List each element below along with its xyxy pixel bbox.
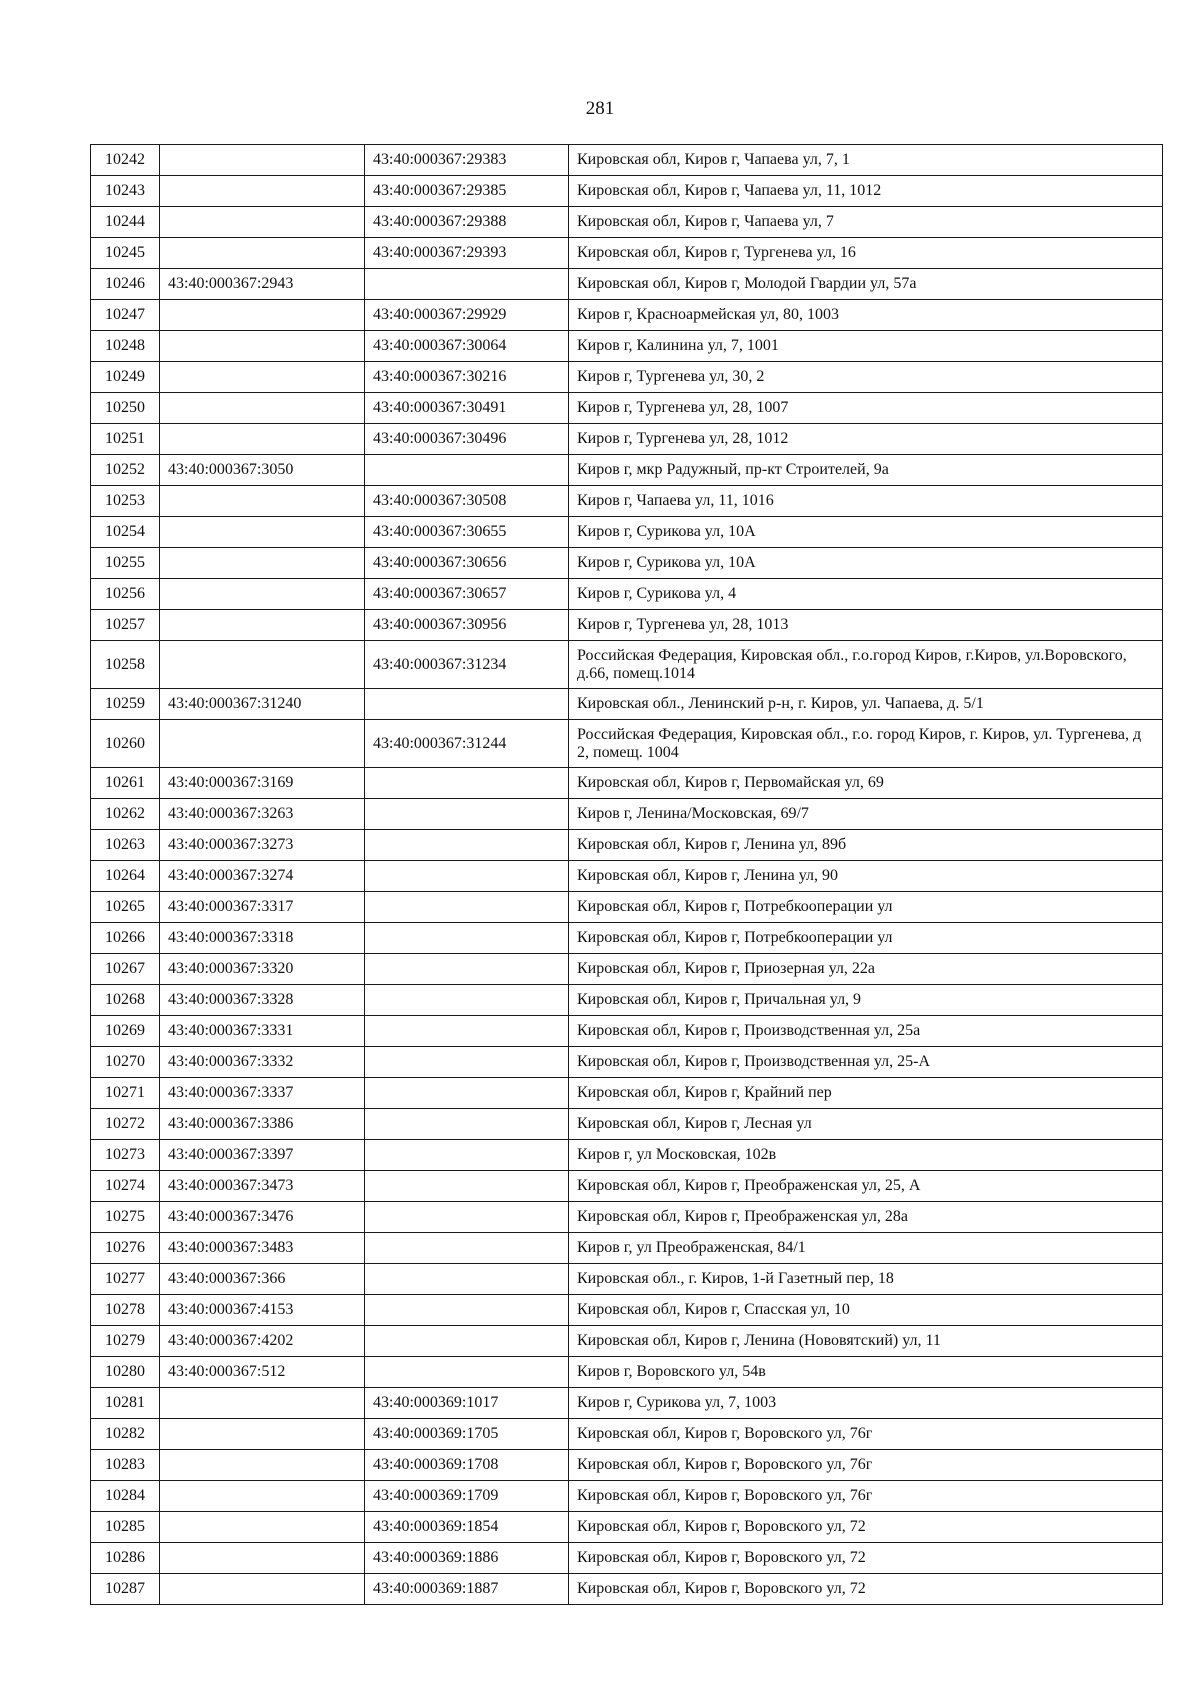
- row-number: 10261: [91, 768, 160, 799]
- address-cell: Кировская обл, Киров г, Причальная ул, 9: [569, 985, 1163, 1016]
- row-number: 10271: [91, 1078, 160, 1109]
- cadastral-number-b: 43:40:000367:29929: [365, 300, 569, 331]
- page-number: 281: [585, 98, 615, 119]
- address-cell: Киров г, Сурикова ул, 10А: [569, 548, 1163, 579]
- table-row: [91, 300, 1163, 331]
- cadastral-number-b: 43:40:000367:30496: [365, 424, 569, 455]
- table-row: [91, 548, 1163, 579]
- row-number: 10280: [91, 1357, 160, 1388]
- address-cell: Киров г, Тургенева ул, 28, 1012: [569, 424, 1163, 455]
- table-row: [91, 1047, 1163, 1078]
- row-number: 10283: [91, 1450, 160, 1481]
- table-row: [91, 830, 1163, 861]
- address-cell: Кировская обл, Киров г, Потребкооперации ул: [569, 892, 1163, 923]
- cadastral-number-a: 43:40:000367:3337: [160, 1078, 365, 1109]
- cadastral-number-b: [365, 985, 569, 1016]
- address-cell: Киров г, Калинина ул, 7, 1001: [569, 331, 1163, 362]
- cadastral-number-b: [365, 1047, 569, 1078]
- table-row: [91, 768, 1163, 799]
- table-row: [91, 331, 1163, 362]
- address-cell: Кировская обл, Киров г, Чапаева ул, 7: [569, 207, 1163, 238]
- address-cell: Киров г, мкр Радужный, пр-кт Строителей, 9а: [569, 455, 1163, 486]
- cadastral-number-b: 43:40:000367:29388: [365, 207, 569, 238]
- row-number: 10272: [91, 1109, 160, 1140]
- address-cell: Кировская обл, Киров г, Воровского ул, 72: [569, 1574, 1163, 1605]
- cadastral-number-a: [160, 1512, 365, 1543]
- cadastral-number-a: [160, 145, 365, 176]
- cadastral-number-a: [160, 720, 365, 768]
- address-cell: Кировская обл, Киров г, Воровского ул, 76г: [569, 1419, 1163, 1450]
- table-row: [91, 1264, 1163, 1295]
- cadastral-number-b: [365, 1326, 569, 1357]
- cadastral-number-a: [160, 331, 365, 362]
- cadastral-number-a: [160, 1388, 365, 1419]
- address-cell: Киров г, ул Преображенская, 84/1: [569, 1233, 1163, 1264]
- address-cell: Кировская обл, Киров г, Преображенская ул, 28а: [569, 1202, 1163, 1233]
- cadastral-number-b: [365, 1264, 569, 1295]
- cadastral-number-b: [365, 768, 569, 799]
- cadastral-number-a: 43:40:000367:3317: [160, 892, 365, 923]
- cadastral-number-a: [160, 1419, 365, 1450]
- table-row: [91, 1357, 1163, 1388]
- cadastral-number-a: [160, 362, 365, 393]
- row-number: 10242: [91, 145, 160, 176]
- row-number: 10253: [91, 486, 160, 517]
- row-number: 10266: [91, 923, 160, 954]
- cadastral-number-b: 43:40:000369:1017: [365, 1388, 569, 1419]
- address-cell: Кировская обл, Киров г, Воровского ул, 72: [569, 1543, 1163, 1574]
- address-cell: Киров г, Сурикова ул, 7, 1003: [569, 1388, 1163, 1419]
- cadastral-number-b: 43:40:000367:30064: [365, 331, 569, 362]
- address-cell: Кировская обл, Киров г, Производственная ул, 25а: [569, 1016, 1163, 1047]
- row-number: 10246: [91, 269, 160, 300]
- cadastral-number-b: 43:40:000367:29393: [365, 238, 569, 269]
- row-number: 10273: [91, 1140, 160, 1171]
- cadastral-number-a: 43:40:000367:4153: [160, 1295, 365, 1326]
- cadastral-number-a: [160, 1481, 365, 1512]
- cadastral-number-b: [365, 455, 569, 486]
- row-number: 10249: [91, 362, 160, 393]
- address-cell: Кировская обл, Киров г, Преображенская ул, 25, А: [569, 1171, 1163, 1202]
- cadastral-number-a: 43:40:000367:3473: [160, 1171, 365, 1202]
- table-row: [91, 1543, 1163, 1574]
- table-row: [91, 892, 1163, 923]
- cadastral-number-a: [160, 300, 365, 331]
- address-cell: Кировская обл, Киров г, Воровского ул, 76г: [569, 1481, 1163, 1512]
- table-row: [91, 1109, 1163, 1140]
- table-row: [91, 1326, 1163, 1357]
- cadastral-number-a: 43:40:000367:3320: [160, 954, 365, 985]
- cadastral-number-b: 43:40:000367:29385: [365, 176, 569, 207]
- cadastral-number-b: [365, 892, 569, 923]
- address-cell: Киров г, Тургенева ул, 28, 1007: [569, 393, 1163, 424]
- address-cell: Кировская обл, Киров г, Потребкооперации ул: [569, 923, 1163, 954]
- cadastral-number-b: [365, 1171, 569, 1202]
- row-number: 10263: [91, 830, 160, 861]
- address-cell: Российская Федерация, Кировская обл., г.о. город Киров, г. Киров, ул. Тургенева, д 2, помещ. 1004: [569, 720, 1163, 768]
- row-number: 10287: [91, 1574, 160, 1605]
- table-row: [91, 145, 1163, 176]
- table-row: [91, 1078, 1163, 1109]
- table-row: [91, 393, 1163, 424]
- table-row: [91, 1481, 1163, 1512]
- cadastral-number-a: [160, 517, 365, 548]
- cadastral-number-a: 43:40:000367:4202: [160, 1326, 365, 1357]
- cadastral-number-a: [160, 610, 365, 641]
- cadastral-number-a: 43:40:000367:3273: [160, 830, 365, 861]
- address-cell: Киров г, Красноармейская ул, 80, 1003: [569, 300, 1163, 331]
- address-cell: Киров г, Чапаева ул, 11, 1016: [569, 486, 1163, 517]
- cadastral-number-a: 43:40:000367:3318: [160, 923, 365, 954]
- row-number: 10250: [91, 393, 160, 424]
- table-row: [91, 1295, 1163, 1326]
- cadastral-number-a: 43:40:000367:3483: [160, 1233, 365, 1264]
- row-number: 10264: [91, 861, 160, 892]
- table-body: [91, 145, 1163, 1605]
- row-number: 10259: [91, 689, 160, 720]
- address-cell: Кировская обл, Киров г, Лесная ул: [569, 1109, 1163, 1140]
- address-cell: Кировская обл., Ленинский р-н, г. Киров, ул. Чапаева, д. 5/1: [569, 689, 1163, 720]
- cadastral-number-b: 43:40:000369:1708: [365, 1450, 569, 1481]
- row-number: 10243: [91, 176, 160, 207]
- table-row: [91, 176, 1163, 207]
- cadastral-number-b: 43:40:000369:1887: [365, 1574, 569, 1605]
- table-row: [91, 985, 1163, 1016]
- cadastral-number-b: [365, 954, 569, 985]
- address-cell: Кировская обл, Киров г, Воровского ул, 72: [569, 1512, 1163, 1543]
- cadastral-number-b: 43:40:000367:30956: [365, 610, 569, 641]
- row-number: 10260: [91, 720, 160, 768]
- row-number: 10255: [91, 548, 160, 579]
- address-cell: Кировская обл, Киров г, Чапаева ул, 7, 1: [569, 145, 1163, 176]
- row-number: 10274: [91, 1171, 160, 1202]
- table-row: [91, 1202, 1163, 1233]
- table-row: [91, 923, 1163, 954]
- row-number: 10268: [91, 985, 160, 1016]
- table-row: [91, 455, 1163, 486]
- address-cell: Киров г, Ленина/Московская, 69/7: [569, 799, 1163, 830]
- cadastral-number-a: [160, 548, 365, 579]
- cadastral-number-b: [365, 1016, 569, 1047]
- row-number: 10267: [91, 954, 160, 985]
- table-row: [91, 579, 1163, 610]
- cadastral-number-b: 43:40:000369:1886: [365, 1543, 569, 1574]
- row-number: 10284: [91, 1481, 160, 1512]
- cadastral-number-b: [365, 923, 569, 954]
- address-cell: Киров г, Тургенева ул, 28, 1013: [569, 610, 1163, 641]
- table-row: [91, 207, 1163, 238]
- cadastral-number-b: [365, 1233, 569, 1264]
- cadastral-number-a: [160, 1574, 365, 1605]
- row-number: 10248: [91, 331, 160, 362]
- cadastral-number-a: [160, 486, 365, 517]
- address-cell: Кировская обл, Киров г, Ленина ул, 90: [569, 861, 1163, 892]
- address-cell: Кировская обл, Киров г, Спасская ул, 10: [569, 1295, 1163, 1326]
- row-number: 10285: [91, 1512, 160, 1543]
- cadastral-number-a: 43:40:000367:3331: [160, 1016, 365, 1047]
- cadastral-number-b: 43:40:000367:31244: [365, 720, 569, 768]
- row-number: 10258: [91, 641, 160, 689]
- table-row: [91, 799, 1163, 830]
- row-number: 10257: [91, 610, 160, 641]
- row-number: 10265: [91, 892, 160, 923]
- table-row: [91, 689, 1163, 720]
- table-row: [91, 362, 1163, 393]
- cadastral-number-a: 43:40:000367:512: [160, 1357, 365, 1388]
- address-cell: Российская Федерация, Кировская обл., г.о.город Киров, г.Киров, ул.Воровского, д.66, помещ.1014: [569, 641, 1163, 689]
- cadastral-number-b: [365, 1357, 569, 1388]
- address-cell: Кировская обл, Киров г, Ленина (Нововятский) ул, 11: [569, 1326, 1163, 1357]
- address-cell: Кировская обл, Киров г, Молодой Гвардии ул, 57а: [569, 269, 1163, 300]
- cadastral-number-b: [365, 861, 569, 892]
- cadastral-number-a: 43:40:000367:3332: [160, 1047, 365, 1078]
- cadastral-number-b: 43:40:000367:30216: [365, 362, 569, 393]
- cadastral-number-b: [365, 1078, 569, 1109]
- cadastral-number-b: 43:40:000369:1705: [365, 1419, 569, 1450]
- cadastral-number-b: [365, 1109, 569, 1140]
- address-cell: Кировская обл, Киров г, Производственная ул, 25-А: [569, 1047, 1163, 1078]
- row-number: 10281: [91, 1388, 160, 1419]
- address-cell: Киров г, Воровского ул, 54в: [569, 1357, 1163, 1388]
- address-cell: Киров г, ул Московская, 102в: [569, 1140, 1163, 1171]
- cadastral-number-b: [365, 1295, 569, 1326]
- row-number: 10276: [91, 1233, 160, 1264]
- cadastral-number-b: 43:40:000367:29383: [365, 145, 569, 176]
- table-row: [91, 610, 1163, 641]
- table-row: [91, 1419, 1163, 1450]
- row-number: 10275: [91, 1202, 160, 1233]
- cadastral-number-a: 43:40:000367:3386: [160, 1109, 365, 1140]
- cadastral-number-a: [160, 1543, 365, 1574]
- cadastral-number-b: [365, 830, 569, 861]
- table-row: [91, 1171, 1163, 1202]
- cadastral-number-b: 43:40:000367:31234: [365, 641, 569, 689]
- table-row: [91, 424, 1163, 455]
- cadastral-number-a: 43:40:000367:366: [160, 1264, 365, 1295]
- row-number: 10251: [91, 424, 160, 455]
- row-number: 10245: [91, 238, 160, 269]
- table-row: [91, 238, 1163, 269]
- cadastral-number-b: 43:40:000367:30656: [365, 548, 569, 579]
- cadastral-number-a: 43:40:000367:3397: [160, 1140, 365, 1171]
- row-number: 10277: [91, 1264, 160, 1295]
- table-row: [91, 641, 1163, 689]
- row-number: 10244: [91, 207, 160, 238]
- row-number: 10282: [91, 1419, 160, 1450]
- table-row: [91, 1388, 1163, 1419]
- table-row: [91, 486, 1163, 517]
- row-number: 10247: [91, 300, 160, 331]
- row-number: 10269: [91, 1016, 160, 1047]
- cadastral-number-b: 43:40:000369:1854: [365, 1512, 569, 1543]
- registry-table: [90, 144, 1163, 1605]
- table-row: [91, 1140, 1163, 1171]
- cadastral-number-a: [160, 238, 365, 269]
- table-row: [91, 1016, 1163, 1047]
- address-cell: Кировская обл, Киров г, Первомайская ул, 69: [569, 768, 1163, 799]
- cadastral-number-b: 43:40:000367:30657: [365, 579, 569, 610]
- row-number: 10270: [91, 1047, 160, 1078]
- cadastral-number-a: 43:40:000367:3274: [160, 861, 365, 892]
- address-cell: Киров г, Сурикова ул, 4: [569, 579, 1163, 610]
- cadastral-number-a: [160, 176, 365, 207]
- row-number: 10256: [91, 579, 160, 610]
- address-cell: Кировская обл., г. Киров, 1-й Газетный пер, 18: [569, 1264, 1163, 1295]
- address-cell: Кировская обл, Киров г, Тургенева ул, 16: [569, 238, 1163, 269]
- address-cell: Кировская обл, Киров г, Крайний пер: [569, 1078, 1163, 1109]
- cadastral-number-a: [160, 424, 365, 455]
- cadastral-number-a: 43:40:000367:31240: [160, 689, 365, 720]
- cadastral-number-a: [160, 393, 365, 424]
- cadastral-number-b: 43:40:000367:30655: [365, 517, 569, 548]
- cadastral-number-a: 43:40:000367:3263: [160, 799, 365, 830]
- cadastral-number-a: [160, 641, 365, 689]
- cadastral-number-b: 43:40:000367:30491: [365, 393, 569, 424]
- table-row: [91, 1512, 1163, 1543]
- table-row: [91, 954, 1163, 985]
- table-row: [91, 861, 1163, 892]
- row-number: 10252: [91, 455, 160, 486]
- address-cell: Киров г, Сурикова ул, 10А: [569, 517, 1163, 548]
- cadastral-number-a: 43:40:000367:3169: [160, 768, 365, 799]
- cadastral-number-a: [160, 1450, 365, 1481]
- cadastral-number-b: [365, 269, 569, 300]
- cadastral-number-b: [365, 1202, 569, 1233]
- row-number: 10279: [91, 1326, 160, 1357]
- table-row: [91, 1233, 1163, 1264]
- cadastral-number-a: 43:40:000367:3476: [160, 1202, 365, 1233]
- cadastral-number-b: 43:40:000369:1709: [365, 1481, 569, 1512]
- cadastral-number-a: 43:40:000367:3328: [160, 985, 365, 1016]
- cadastral-number-b: 43:40:000367:30508: [365, 486, 569, 517]
- cadastral-number-a: 43:40:000367:2943: [160, 269, 365, 300]
- table-row: [91, 269, 1163, 300]
- cadastral-number-a: [160, 579, 365, 610]
- cadastral-number-a: 43:40:000367:3050: [160, 455, 365, 486]
- row-number: 10286: [91, 1543, 160, 1574]
- cadastral-number-b: [365, 799, 569, 830]
- address-cell: Кировская обл, Киров г, Воровского ул, 76г: [569, 1450, 1163, 1481]
- address-cell: Кировская обл, Киров г, Приозерная ул, 22а: [569, 954, 1163, 985]
- table-row: [91, 1574, 1163, 1605]
- table-row: [91, 1450, 1163, 1481]
- address-cell: Киров г, Тургенева ул, 30, 2: [569, 362, 1163, 393]
- row-number: 10262: [91, 799, 160, 830]
- table-row: [91, 720, 1163, 768]
- address-cell: Кировская обл, Киров г, Чапаева ул, 11, 1012: [569, 176, 1163, 207]
- cadastral-number-b: [365, 689, 569, 720]
- table-row: [91, 517, 1163, 548]
- row-number: 10278: [91, 1295, 160, 1326]
- row-number: 10254: [91, 517, 160, 548]
- address-cell: Кировская обл, Киров г, Ленина ул, 89б: [569, 830, 1163, 861]
- cadastral-number-b: [365, 1140, 569, 1171]
- cadastral-number-a: [160, 207, 365, 238]
